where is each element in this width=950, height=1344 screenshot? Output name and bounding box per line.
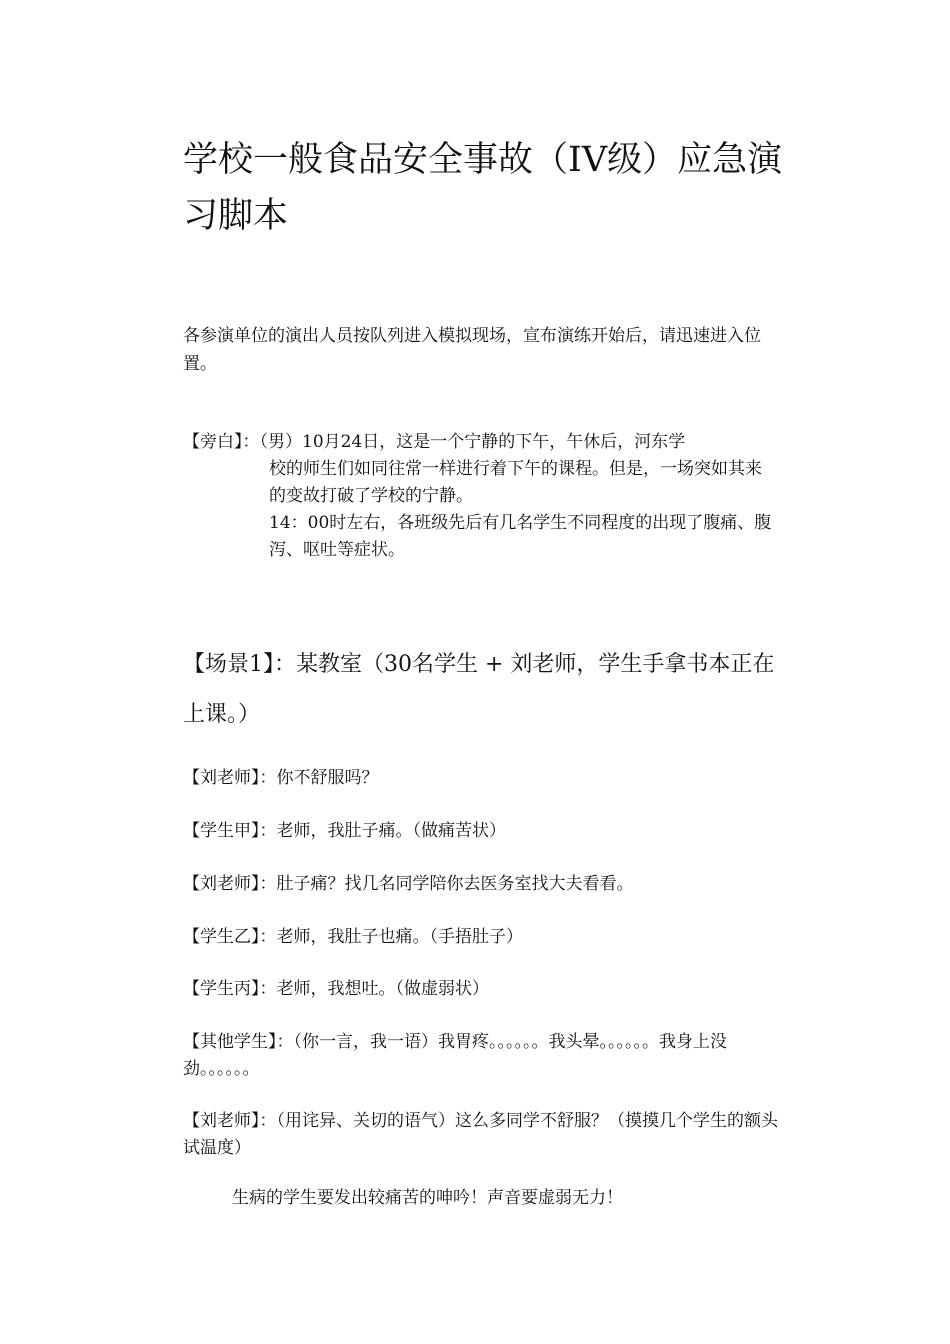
dialogue-line bbox=[183, 1108, 778, 1162]
narration-line2: 14：00时左右，各班级先后有几名学生不同程度的出现了腹痛、腹泻、呕吐等症状。 bbox=[269, 513, 772, 560]
narration-line1-rest: 校的师生们如同往常一样进行着下午的课程。但是，一场突如其来的变故打破了学校的宁静。 bbox=[269, 459, 762, 506]
dialogue-speaker: 【刘老师】： bbox=[183, 1111, 277, 1131]
dialogue-text: 老师，我肚子痛。（做痛苦状） bbox=[276, 821, 506, 841]
narration-speaker: 【旁白】： bbox=[183, 432, 260, 452]
dialogue-line bbox=[183, 765, 778, 792]
intro-paragraph: 各参演单位的演出人员按队列进入模拟现场，宣布演练开始后，请迅速进入位置。 bbox=[183, 326, 761, 374]
dialogue-line bbox=[183, 1029, 778, 1083]
dialogue-speaker: 【学生甲】： bbox=[183, 821, 277, 841]
narration-block bbox=[183, 429, 773, 564]
dialogue-line bbox=[183, 924, 778, 951]
dialogue-line bbox=[183, 818, 778, 845]
dialogue-text: 你不舒服吗？ bbox=[276, 768, 379, 788]
dialogue-speaker: 【其他学生】： bbox=[183, 1032, 294, 1052]
dialogue-speaker: 【刘老师】： bbox=[183, 768, 277, 788]
dialogue-speaker: 【学生乙】： bbox=[183, 927, 277, 947]
document-title: 学校一般食品安全事故（IV级）应急演习脚本 bbox=[183, 140, 783, 236]
dialogue-text: 老师，我肚子也痛。（手捂肚子） bbox=[276, 927, 523, 947]
dialogue-text: 老师，我想吐。（做虚弱状） bbox=[276, 979, 489, 999]
dialogue-speaker: 【刘老师】： bbox=[183, 874, 277, 894]
narration-line1-start: （男）10月24日，这是一个宁静的下午，午休后，河东学 bbox=[259, 432, 686, 452]
dialogue-text: （你一言，我一语）我胃疼。。。。。。我头晕。。。。。。我身上没劲。。。。。。 bbox=[183, 1032, 727, 1079]
scene-heading: 【场景1】：某教室（30名学生 + 刘老师，学生手拿书本正在上课。） bbox=[183, 652, 775, 727]
dialogue-line bbox=[183, 871, 778, 898]
dialogue-text: 肚子痛？找几名同学陪你去医务室找大夫看看。 bbox=[276, 874, 634, 894]
dialogue-line bbox=[183, 976, 778, 1003]
performance-note: 生病的学生要发出较痛苦的呻吟！声音要虚弱无力！ bbox=[232, 1188, 623, 1208]
dialogue-speaker: 【学生丙】： bbox=[183, 979, 277, 999]
narration-first-line bbox=[183, 429, 773, 456]
dialogue-text: （用诧异、关切的语气）这么多同学不舒服？（摸摸几个学生的额头试温度） bbox=[183, 1111, 778, 1158]
